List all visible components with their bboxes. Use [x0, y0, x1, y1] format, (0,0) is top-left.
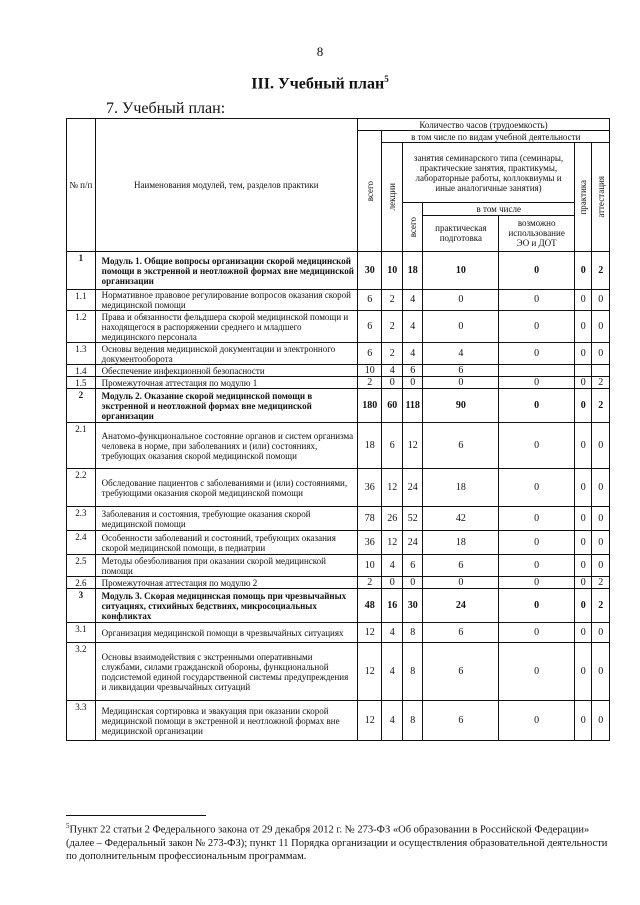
row-eo-dot: 0: [499, 623, 575, 643]
row-total: 2: [357, 577, 382, 589]
row-total: 78: [357, 507, 382, 531]
row-eo-dot: 0: [499, 589, 575, 623]
row-seminars: 8: [402, 623, 422, 643]
module-row: [67, 252, 610, 290]
row-seminars: 52: [402, 507, 422, 531]
row-name: Модуль 1. Общие вопросы организации скорой медицинской помощи в экстренной и неотложной формах вне медицинской организации: [95, 252, 357, 290]
row-eo-dot: 0: [499, 423, 575, 469]
row-lectures: 2: [382, 290, 402, 311]
row-lectures: 10: [382, 252, 402, 290]
section-title: [0, 74, 640, 93]
header-eo-dot: возможно использование ЭО и ДОТ: [508, 218, 565, 249]
row-eo-dot: [499, 365, 575, 377]
row-eo-dot: 0: [499, 531, 575, 555]
table-row: [67, 555, 610, 577]
section-title-text: III. Учебный план: [251, 75, 385, 93]
header-total: [357, 131, 382, 252]
row-lectures: 26: [382, 507, 402, 531]
row-total: 36: [357, 531, 382, 555]
row-name: Анатомо-функциональное состояние органов и систем организма человека в норме, при заболеваниях и (или) состояниях, требующих оказания скорой медицинской помощи: [95, 423, 357, 469]
row-practice: 0: [575, 531, 592, 555]
header-incl: в том числе: [423, 203, 574, 215]
row-total: 30: [357, 252, 382, 290]
row-number: 1.4: [67, 365, 96, 377]
row-name: Методы обезболивания при оказании скорой медицинской помощи: [95, 555, 357, 577]
row-practice: 0: [575, 343, 592, 365]
row-practical-training: 18: [423, 469, 499, 507]
row-total: 6: [357, 290, 382, 311]
header-lectures: [382, 143, 402, 252]
row-number: 2.2: [67, 469, 96, 507]
row-practice: 0: [575, 507, 592, 531]
row-seminars: 118: [402, 389, 422, 423]
row-eo-dot: 0: [499, 343, 575, 365]
row-number: 3.1: [67, 623, 96, 643]
title-footnote-ref: 5: [384, 74, 389, 84]
row-name: Заболевания и состояния, требующие оказания скорой медицинской помощи: [95, 507, 357, 531]
row-lectures: 12: [382, 469, 402, 507]
table-row: [67, 531, 610, 555]
row-total: 10: [357, 365, 382, 377]
row-total: 18: [357, 423, 382, 469]
row-number: 1: [67, 252, 96, 290]
row-seminars: 30: [402, 589, 422, 623]
table-row: [67, 377, 610, 389]
row-attestation: 0: [592, 311, 610, 343]
row-practical-training: 0: [423, 577, 499, 589]
table-row: [67, 623, 610, 643]
row-name: Права и обязанности фельдшера скорой медицинской помощи и находящегося в распоряжении среднего и младшего медицинского персонала: [95, 311, 357, 343]
table-row: [67, 290, 610, 311]
row-practice: 0: [575, 623, 592, 643]
row-lectures: 0: [382, 377, 402, 389]
row-lectures: 4: [382, 701, 402, 741]
row-eo-dot: 0: [499, 290, 575, 311]
row-number: 2: [67, 389, 96, 423]
row-lectures: 4: [382, 555, 402, 577]
row-eo-dot: 0: [499, 311, 575, 343]
row-name: Нормативное правовое регулирование вопросов оказания скорой медицинской помощи: [95, 290, 357, 311]
row-practice: 0: [575, 311, 592, 343]
header-attestation-text: аттестация: [595, 176, 606, 218]
row-number: 3.3: [67, 701, 96, 741]
row-practice: 0: [575, 701, 592, 741]
row-name: Промежуточная аттестация по модулю 2: [95, 577, 357, 589]
row-eo-dot: 0: [499, 389, 575, 423]
row-lectures: 60: [382, 389, 402, 423]
row-practical-training: 6: [423, 365, 499, 377]
row-eo-dot: 0: [499, 555, 575, 577]
row-eo-dot: 0: [499, 643, 575, 701]
row-name: Медицинская сортировка и эвакуация при оказании скорой медицинской помощи в экстренной и неотложной формах вне медицинской организации: [95, 701, 357, 741]
row-eo-dot: 0: [499, 252, 575, 290]
row-number: 2.6: [67, 577, 96, 589]
row-attestation: 0: [592, 623, 610, 643]
row-total: 12: [357, 701, 382, 741]
footnote-divider: [66, 815, 206, 816]
row-seminars: 12: [402, 423, 422, 469]
row-attestation: [592, 365, 610, 377]
header-hours: Количество часов (трудоемкость): [357, 119, 609, 131]
footnote: [66, 820, 614, 863]
table-row: [67, 423, 610, 469]
row-eo-dot: 0: [499, 701, 575, 741]
row-seminars: 24: [402, 469, 422, 507]
row-lectures: 4: [382, 643, 402, 701]
header-incl-subtable: [423, 203, 574, 251]
row-attestation: 2: [592, 589, 610, 623]
header-name: Наименования модулей, тем, разделов практики: [95, 119, 357, 252]
row-total: 12: [357, 643, 382, 701]
row-number: 2.5: [67, 555, 96, 577]
row-practical-training: 6: [423, 643, 499, 701]
row-total: 6: [357, 343, 382, 365]
row-attestation: 0: [592, 643, 610, 701]
row-seminars: 6: [402, 555, 422, 577]
row-name: Основы взаимодействия с экстренными оперативными службами, силами гражданской обороны, функциональной подсистемой единой государственной системы предупреждения и ликвидации чрезвычайных ситуаций: [95, 643, 357, 701]
row-attestation: 0: [592, 507, 610, 531]
row-total: 48: [357, 589, 382, 623]
row-number: 3: [67, 589, 96, 623]
row-practical-training: 4: [423, 343, 499, 365]
row-name: Организация медицинской помощи в чрезвычайных ситуациях: [95, 623, 357, 643]
header-seminars: занятия семинарского типа (семинары, практические занятия, практикумы, лабораторные работы, коллоквиумы и иные аналогичные занятия): [402, 143, 574, 203]
curriculum-table: [66, 118, 610, 741]
header-sem-total-text: всего: [407, 216, 418, 238]
row-lectures: 4: [382, 623, 402, 643]
row-eo-dot: 0: [499, 377, 575, 389]
row-name: Обследование пациентов с заболеваниями и (или) состояниями, требующими оказания скорой медицинской помощи: [95, 469, 357, 507]
row-practice: 0: [575, 555, 592, 577]
row-lectures: 12: [382, 531, 402, 555]
header-num: № п/п: [67, 119, 96, 252]
row-eo-dot: 0: [499, 577, 575, 589]
row-practice: 0: [575, 577, 592, 589]
row-attestation: 2: [592, 377, 610, 389]
table-row: [67, 365, 610, 377]
row-name: Основы ведения медицинской документации и электронного документооборота: [95, 343, 357, 365]
row-number: 3.2: [67, 643, 96, 701]
table-row: [67, 701, 610, 741]
header-practice: [575, 143, 592, 252]
row-lectures: 4: [382, 365, 402, 377]
row-seminars: 18: [402, 252, 422, 290]
row-number: 1.1: [67, 290, 96, 311]
header-lectures-text: лекции: [387, 183, 398, 211]
header-attestation: [592, 143, 610, 252]
row-lectures: 2: [382, 311, 402, 343]
header-by-type: в том числе по видам учебной деятельности: [382, 131, 610, 143]
row-total: 10: [357, 555, 382, 577]
row-eo-dot: 0: [499, 469, 575, 507]
table-row: [67, 643, 610, 701]
row-practical-training: 42: [423, 507, 499, 531]
row-eo-dot: 0: [499, 507, 575, 531]
footnote-mark: 5: [66, 822, 70, 830]
row-attestation: 2: [592, 389, 610, 423]
row-attestation: 0: [592, 290, 610, 311]
row-seminars: 4: [402, 290, 422, 311]
row-lectures: 0: [382, 577, 402, 589]
row-practical-training: 10: [423, 252, 499, 290]
table-row: [67, 507, 610, 531]
module-row: [67, 589, 610, 623]
row-practical-training: 6: [423, 623, 499, 643]
row-practice: 0: [575, 290, 592, 311]
row-number: 1.5: [67, 377, 96, 389]
row-practice: 0: [575, 423, 592, 469]
row-number: 2.3: [67, 507, 96, 531]
row-number: 1.2: [67, 311, 96, 343]
row-practice: 0: [575, 252, 592, 290]
row-seminars: 6: [402, 365, 422, 377]
row-total: 12: [357, 623, 382, 643]
row-name: Промежуточная аттестация по модулю 1: [95, 377, 357, 389]
table-row: [67, 469, 610, 507]
row-attestation: 0: [592, 701, 610, 741]
table-row: [67, 343, 610, 365]
row-total: 6: [357, 311, 382, 343]
row-name: Обеспечение инфекционной безопасности: [95, 365, 357, 377]
row-practice: 0: [575, 469, 592, 507]
row-practical-training: 6: [423, 701, 499, 741]
row-name: Модуль 2. Оказание скорой медицинской помощи в экстренной и неотложной формах вне медицинской организации: [95, 389, 357, 423]
row-seminars: 4: [402, 343, 422, 365]
row-seminars: 0: [402, 577, 422, 589]
row-seminars: 24: [402, 531, 422, 555]
row-attestation: 2: [592, 577, 610, 589]
row-attestation: 0: [592, 469, 610, 507]
row-practical-training: 24: [423, 589, 499, 623]
row-practice: 0: [575, 643, 592, 701]
row-total: 180: [357, 389, 382, 423]
row-seminars: 0: [402, 377, 422, 389]
row-practical-training: 0: [423, 377, 499, 389]
row-attestation: 0: [592, 531, 610, 555]
row-lectures: 16: [382, 589, 402, 623]
row-name: Модуль 3. Скорая медицинская помощь при чрезвычайных ситуациях, стихийных бедствиях, микросоциальных конфликтах: [95, 589, 357, 623]
row-practical-training: 0: [423, 311, 499, 343]
row-seminars: 4: [402, 311, 422, 343]
footnote-text: Пункт 22 статьи 2 Федерального закона от 29 декабря 2012 г. № 273-ФЗ «Об образовании в Российской Федерации» (далее – Федеральный закон № 273-ФЗ); пункт 11 Порядка организации и осуществления образовательной деятельности по дополнительным профессиональным программам.: [66, 824, 608, 862]
row-total: 36: [357, 469, 382, 507]
row-name: Особенности заболеваний и состояний, требующих оказания скорой медицинской помощи, в педиатрии: [95, 531, 357, 555]
row-lectures: 6: [382, 423, 402, 469]
row-attestation: 0: [592, 423, 610, 469]
row-total: 2: [357, 377, 382, 389]
page-number: 8: [316, 44, 324, 59]
module-row: [67, 389, 610, 423]
row-number: 1.3: [67, 343, 96, 365]
row-practice: 0: [575, 589, 592, 623]
header-practice-text: практика: [578, 179, 589, 215]
row-practice: 0: [575, 377, 592, 389]
row-practice: 0: [575, 389, 592, 423]
row-practical-training: 6: [423, 423, 499, 469]
row-practical-training: 6: [423, 555, 499, 577]
header-practical-training: практическая подготовка: [423, 215, 498, 251]
row-attestation: 2: [592, 252, 610, 290]
header-total-text: всего: [364, 180, 375, 202]
subtitle: 7. Учебный план:: [106, 100, 226, 117]
row-seminars: 8: [402, 701, 422, 741]
row-practical-training: 18: [423, 531, 499, 555]
row-practice: [575, 365, 592, 377]
table-body: [67, 252, 610, 741]
row-lectures: 2: [382, 343, 402, 365]
row-attestation: 0: [592, 343, 610, 365]
row-number: 2.4: [67, 531, 96, 555]
row-practical-training: 0: [423, 290, 499, 311]
row-seminars: 8: [402, 643, 422, 701]
table-row: [67, 311, 610, 343]
row-number: 2.1: [67, 423, 96, 469]
header-sem-total: [402, 203, 422, 252]
table-row: [67, 577, 610, 589]
header-incl-group: [423, 203, 575, 252]
row-attestation: 0: [592, 555, 610, 577]
row-practical-training: 90: [423, 389, 499, 423]
